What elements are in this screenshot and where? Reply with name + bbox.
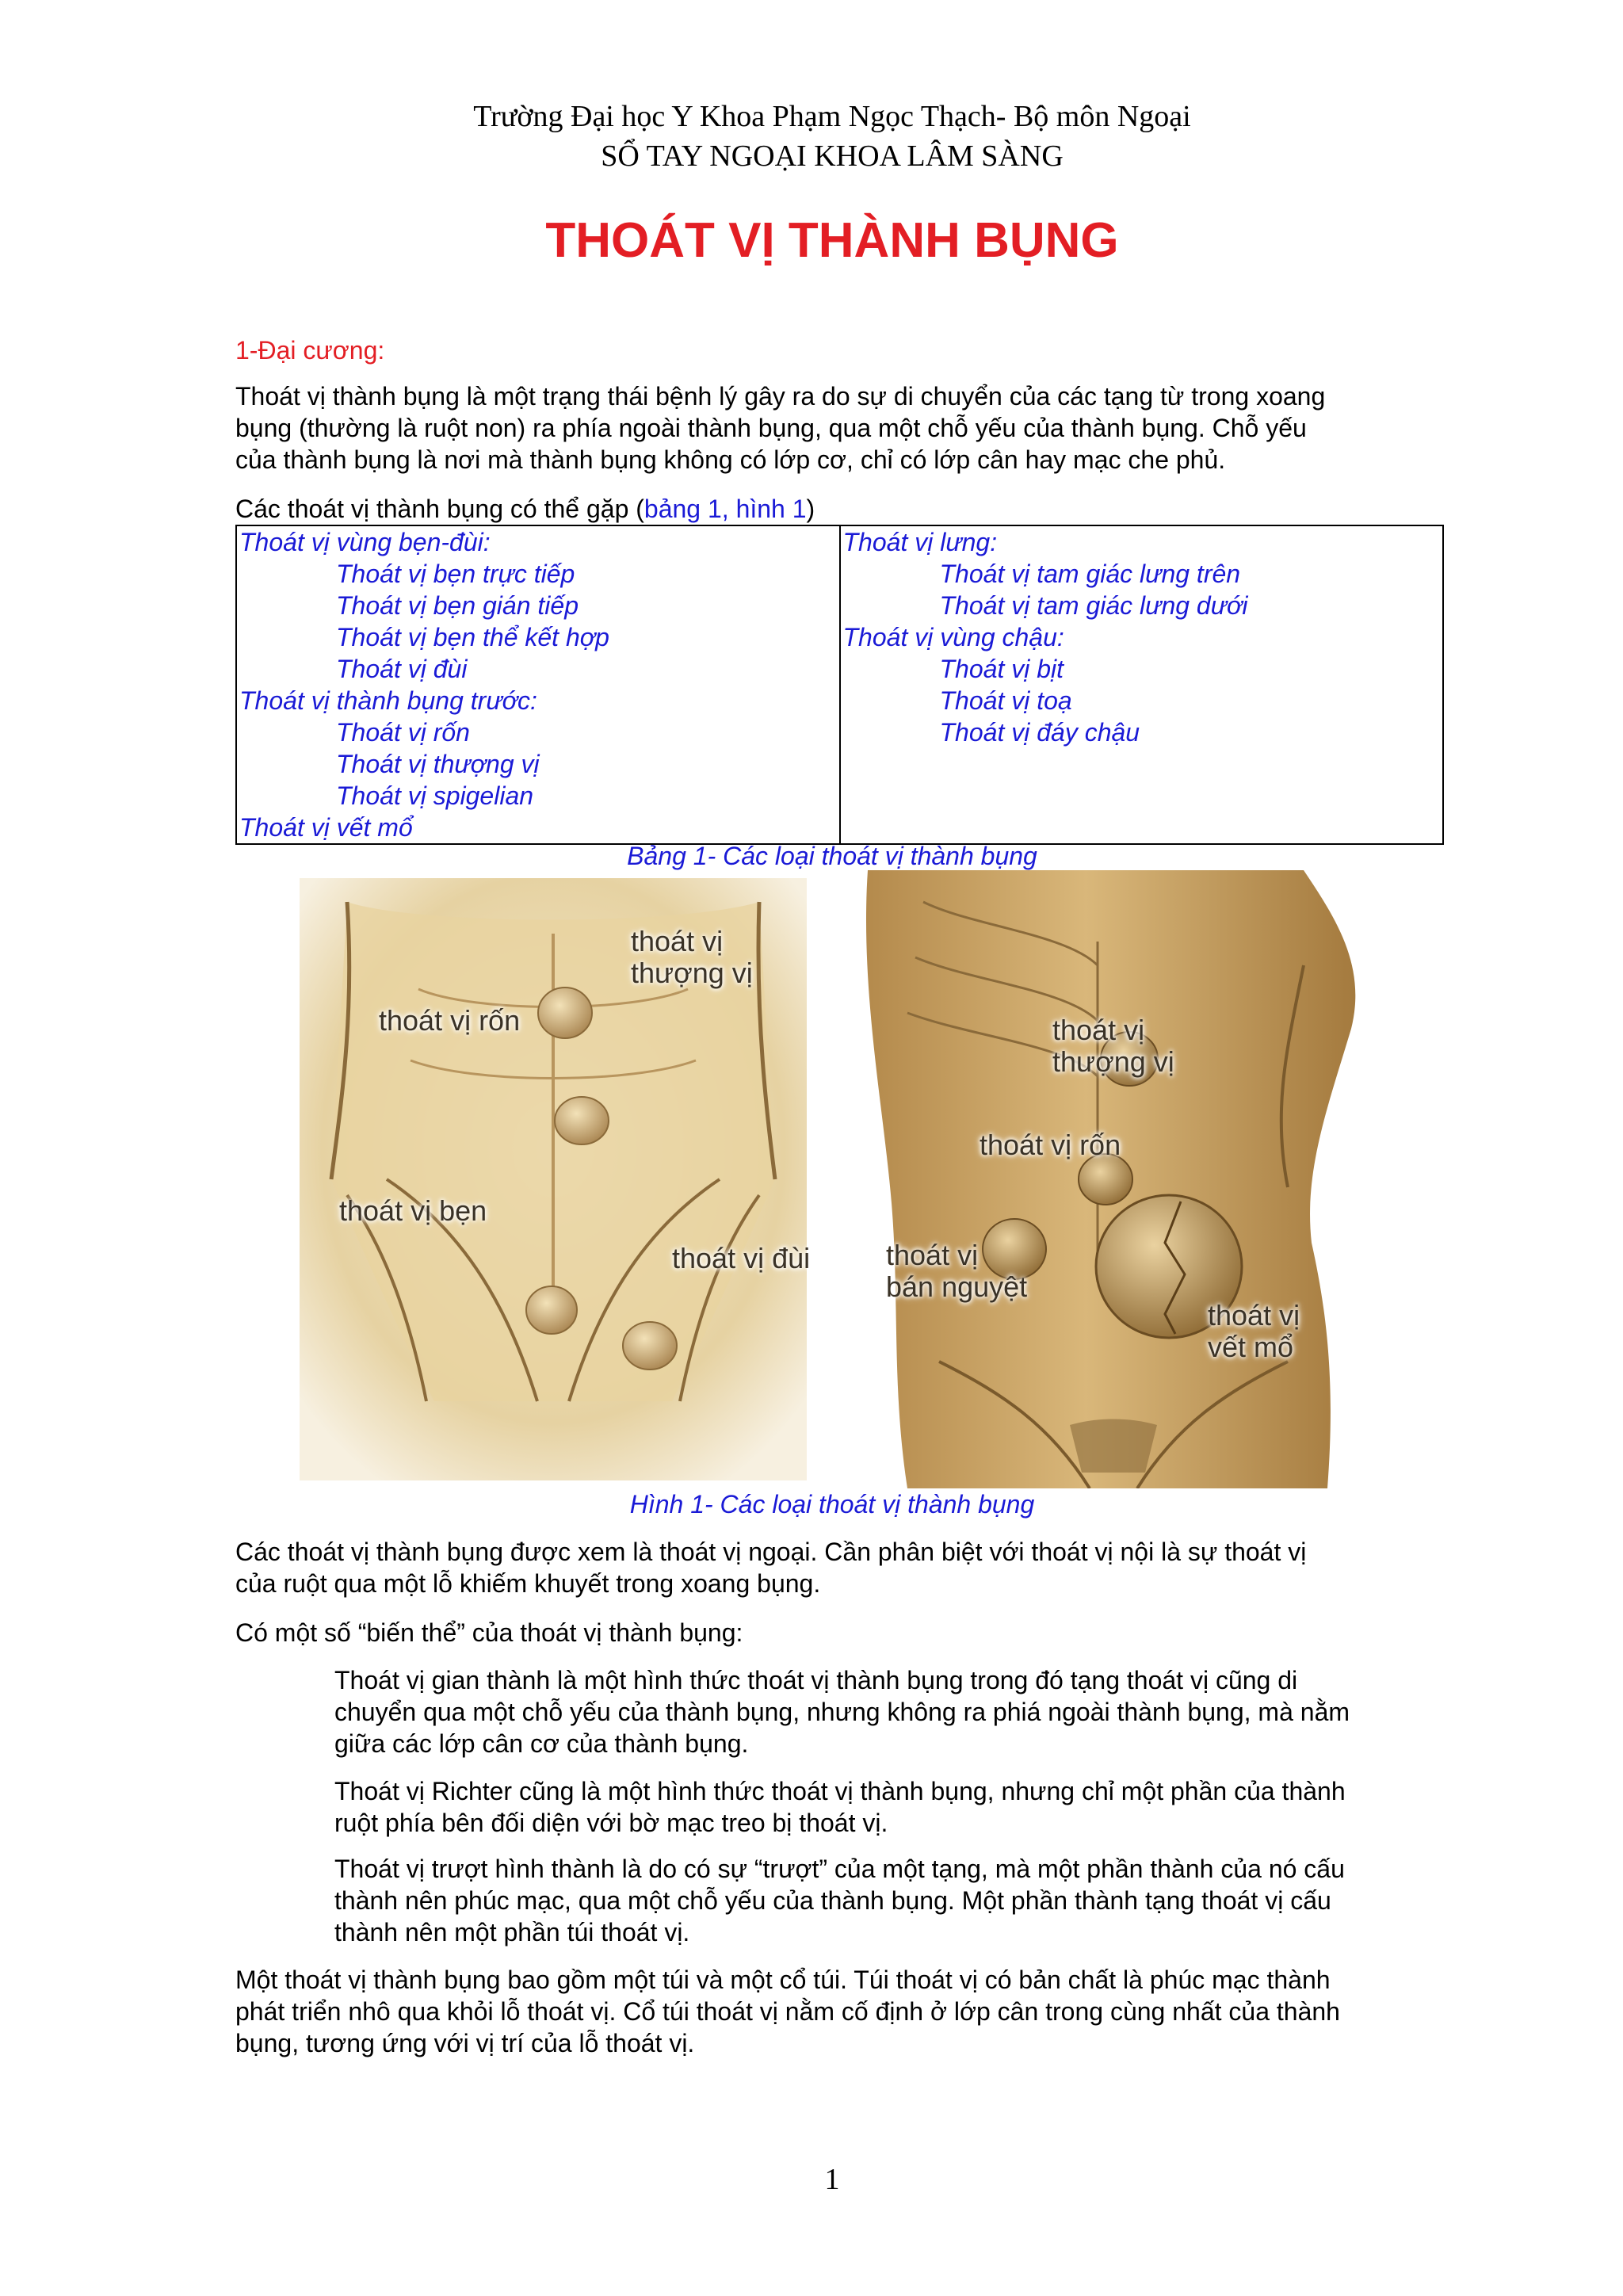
label-incisional-torso <box>1208 1300 1300 1363</box>
paragraph-line: giữa các lớp cân cơ của thành bụng. <box>334 1729 749 1758</box>
variants-intro: Có một số “biến thể” của thoát vị thành bụng: <box>235 1618 743 1647</box>
label-femoral-front: thoát vị đùi <box>672 1242 811 1274</box>
table-item: Thoát vị bịt <box>939 655 1064 683</box>
label-line: vết mổ <box>1208 1331 1294 1363</box>
table-item: Thoát vị thành bụng trước: <box>239 686 537 715</box>
variant-interparietal <box>334 1664 1428 1759</box>
table-item: Thoát vị vùng chậu: <box>842 623 1064 651</box>
label-epigastric-front <box>631 926 753 989</box>
paragraph-line: của ruột qua một lỗ khiếm khuyết trong xoang bụng. <box>235 1569 821 1598</box>
table-intro-prefix: Các thoát vị thành bụng có thể gặp ( <box>235 495 644 523</box>
variant-richter <box>334 1775 1428 1839</box>
hernia-sac-paragraph <box>235 1964 1428 2059</box>
paragraph-line: ruột phía bên đối diện với bờ mạc treo bị thoát vị. <box>334 1809 888 1837</box>
intro-paragraph <box>235 380 1428 476</box>
label-line: thoát vị <box>1208 1299 1300 1331</box>
figure-caption: Hình 1- Các loại thoát vị thành bụng <box>629 1490 1035 1519</box>
paragraph-line: Thoát vị Richter cũng là một hình thức thoát vị thành bụng, nhưng chỉ một phần của thành <box>334 1777 1346 1805</box>
table-item: Thoát vị tam giác lưng dưới <box>939 591 1248 620</box>
label-line: bán nguyệt <box>886 1270 1028 1303</box>
table-item: Thoát vị đáy chậu <box>939 718 1140 747</box>
table-item: Thoát vị vùng bẹn-đùi: <box>239 528 491 556</box>
label-line: thượng vị <box>631 957 753 989</box>
table-item: Thoát vị bẹn thể kết hợp <box>336 623 609 651</box>
section-heading: 1-Đại cương: <box>235 336 385 365</box>
variant-sliding <box>334 1853 1428 1948</box>
abdomen-illustration-torso <box>860 870 1371 1488</box>
paragraph-line: thành nên một phần túi thoát vị. <box>334 1918 690 1946</box>
label-line: thoát vị <box>886 1239 979 1271</box>
label-umbilical-front: thoát vị rốn <box>379 1004 521 1037</box>
paragraph-line: Thoát vị trượt hình thành là do có sự “trượt” của một tạng, mà một phần thành của nó cấu <box>334 1855 1345 1883</box>
table-right-column <box>840 525 1444 844</box>
figure-torso-view <box>860 870 1371 1488</box>
table-item: Thoát vị rốn <box>336 718 470 747</box>
table-item: Thoát vị bẹn gián tiếp <box>336 591 579 620</box>
table-item: Thoát vị thượng vị <box>336 750 540 778</box>
paragraph-line: Thoát vị thành bụng là một trạng thái bệnh lý gây ra do sự di chuyển của các tạng từ trong xoang <box>235 382 1326 411</box>
label-spigelian-torso <box>886 1240 1027 1303</box>
paragraph-line: Các thoát vị thành bụng được xem là thoát vị ngoại. Cần phân biệt với thoát vị nội là sự thoát vị <box>235 1538 1307 1566</box>
paragraph-line: chuyển qua một chỗ yếu của thành bụng, nhưng không ra phiá ngoài thành bụng, mà nằm <box>334 1698 1350 1726</box>
header-book-title: SỔ TAY NGOẠI KHOA LÂM SÀNG <box>601 139 1064 173</box>
table-left-column <box>236 525 840 844</box>
table-item: Thoát vị vết mổ <box>239 813 413 842</box>
table-item: Thoát vị tam giác lưng trên <box>939 560 1241 588</box>
external-hernia-paragraph <box>235 1536 1428 1599</box>
label-inguinal-front: thoát vị bẹn <box>339 1194 487 1227</box>
table-item: Thoát vị bẹn trực tiếp <box>336 560 575 588</box>
hernia-types-table <box>235 525 1444 845</box>
label-line: thoát vị <box>631 925 724 957</box>
table-caption: Bảng 1- Các loại thoát vị thành bụng <box>627 842 1037 870</box>
table-item: Thoát vị spigelian <box>336 781 534 810</box>
table-intro-suffix: ) <box>806 495 815 523</box>
paragraph-line: thành nên phúc mạc, qua một chỗ yếu của thành bụng. Một phần thành tạng thoát vị cấu <box>334 1886 1331 1915</box>
paragraph-line: của thành bụng là nơi mà thành bụng không có lớp cơ, chỉ có lớp cân hay mạc che phủ. <box>235 445 1226 474</box>
paragraph-line: Một thoát vị thành bụng bao gồm một túi và một cổ túi. Túi thoát vị có bản chất là phúc mạc thành <box>235 1966 1331 1994</box>
table-figure-link[interactable]: bảng 1, hình 1 <box>643 495 807 523</box>
page-title: THOÁT VỊ THÀNH BỤNG <box>545 213 1119 268</box>
label-line: thoát vị <box>1052 1014 1145 1046</box>
table-item: Thoát vị lưng: <box>842 528 998 556</box>
page-number: 1 <box>824 2163 840 2196</box>
header-institution: Trường Đại học Y Khoa Phạm Ngọc Thạch- Bộ môn Ngoại <box>473 100 1191 133</box>
paragraph-line: bụng, tương ứng với vị trí của lỗ thoát vị. <box>235 2029 695 2057</box>
label-epigastric-torso <box>1052 1014 1174 1078</box>
paragraph-line: Thoát vị gian thành là một hình thức thoát vị thành bụng trong đó tạng thoát vị cũng di <box>334 1666 1298 1694</box>
paragraph-line: bụng (thường là ruột non) ra phía ngoài thành bụng, qua một chỗ yếu của thành bụng. Chỗ yếu <box>235 414 1307 442</box>
table-intro <box>235 493 815 525</box>
table-item: Thoát vị đùi <box>336 655 468 683</box>
label-umbilical-torso: thoát vị rốn <box>980 1129 1121 1161</box>
table-item: Thoát vị toạ <box>939 686 1072 715</box>
label-line: thượng vị <box>1052 1045 1174 1078</box>
paragraph-line: phát triển nhô qua khỏi lỗ thoát vị. Cổ túi thoát vị nằm cố định ở lớp cân trong cùng nhất của thành <box>235 1997 1340 2026</box>
